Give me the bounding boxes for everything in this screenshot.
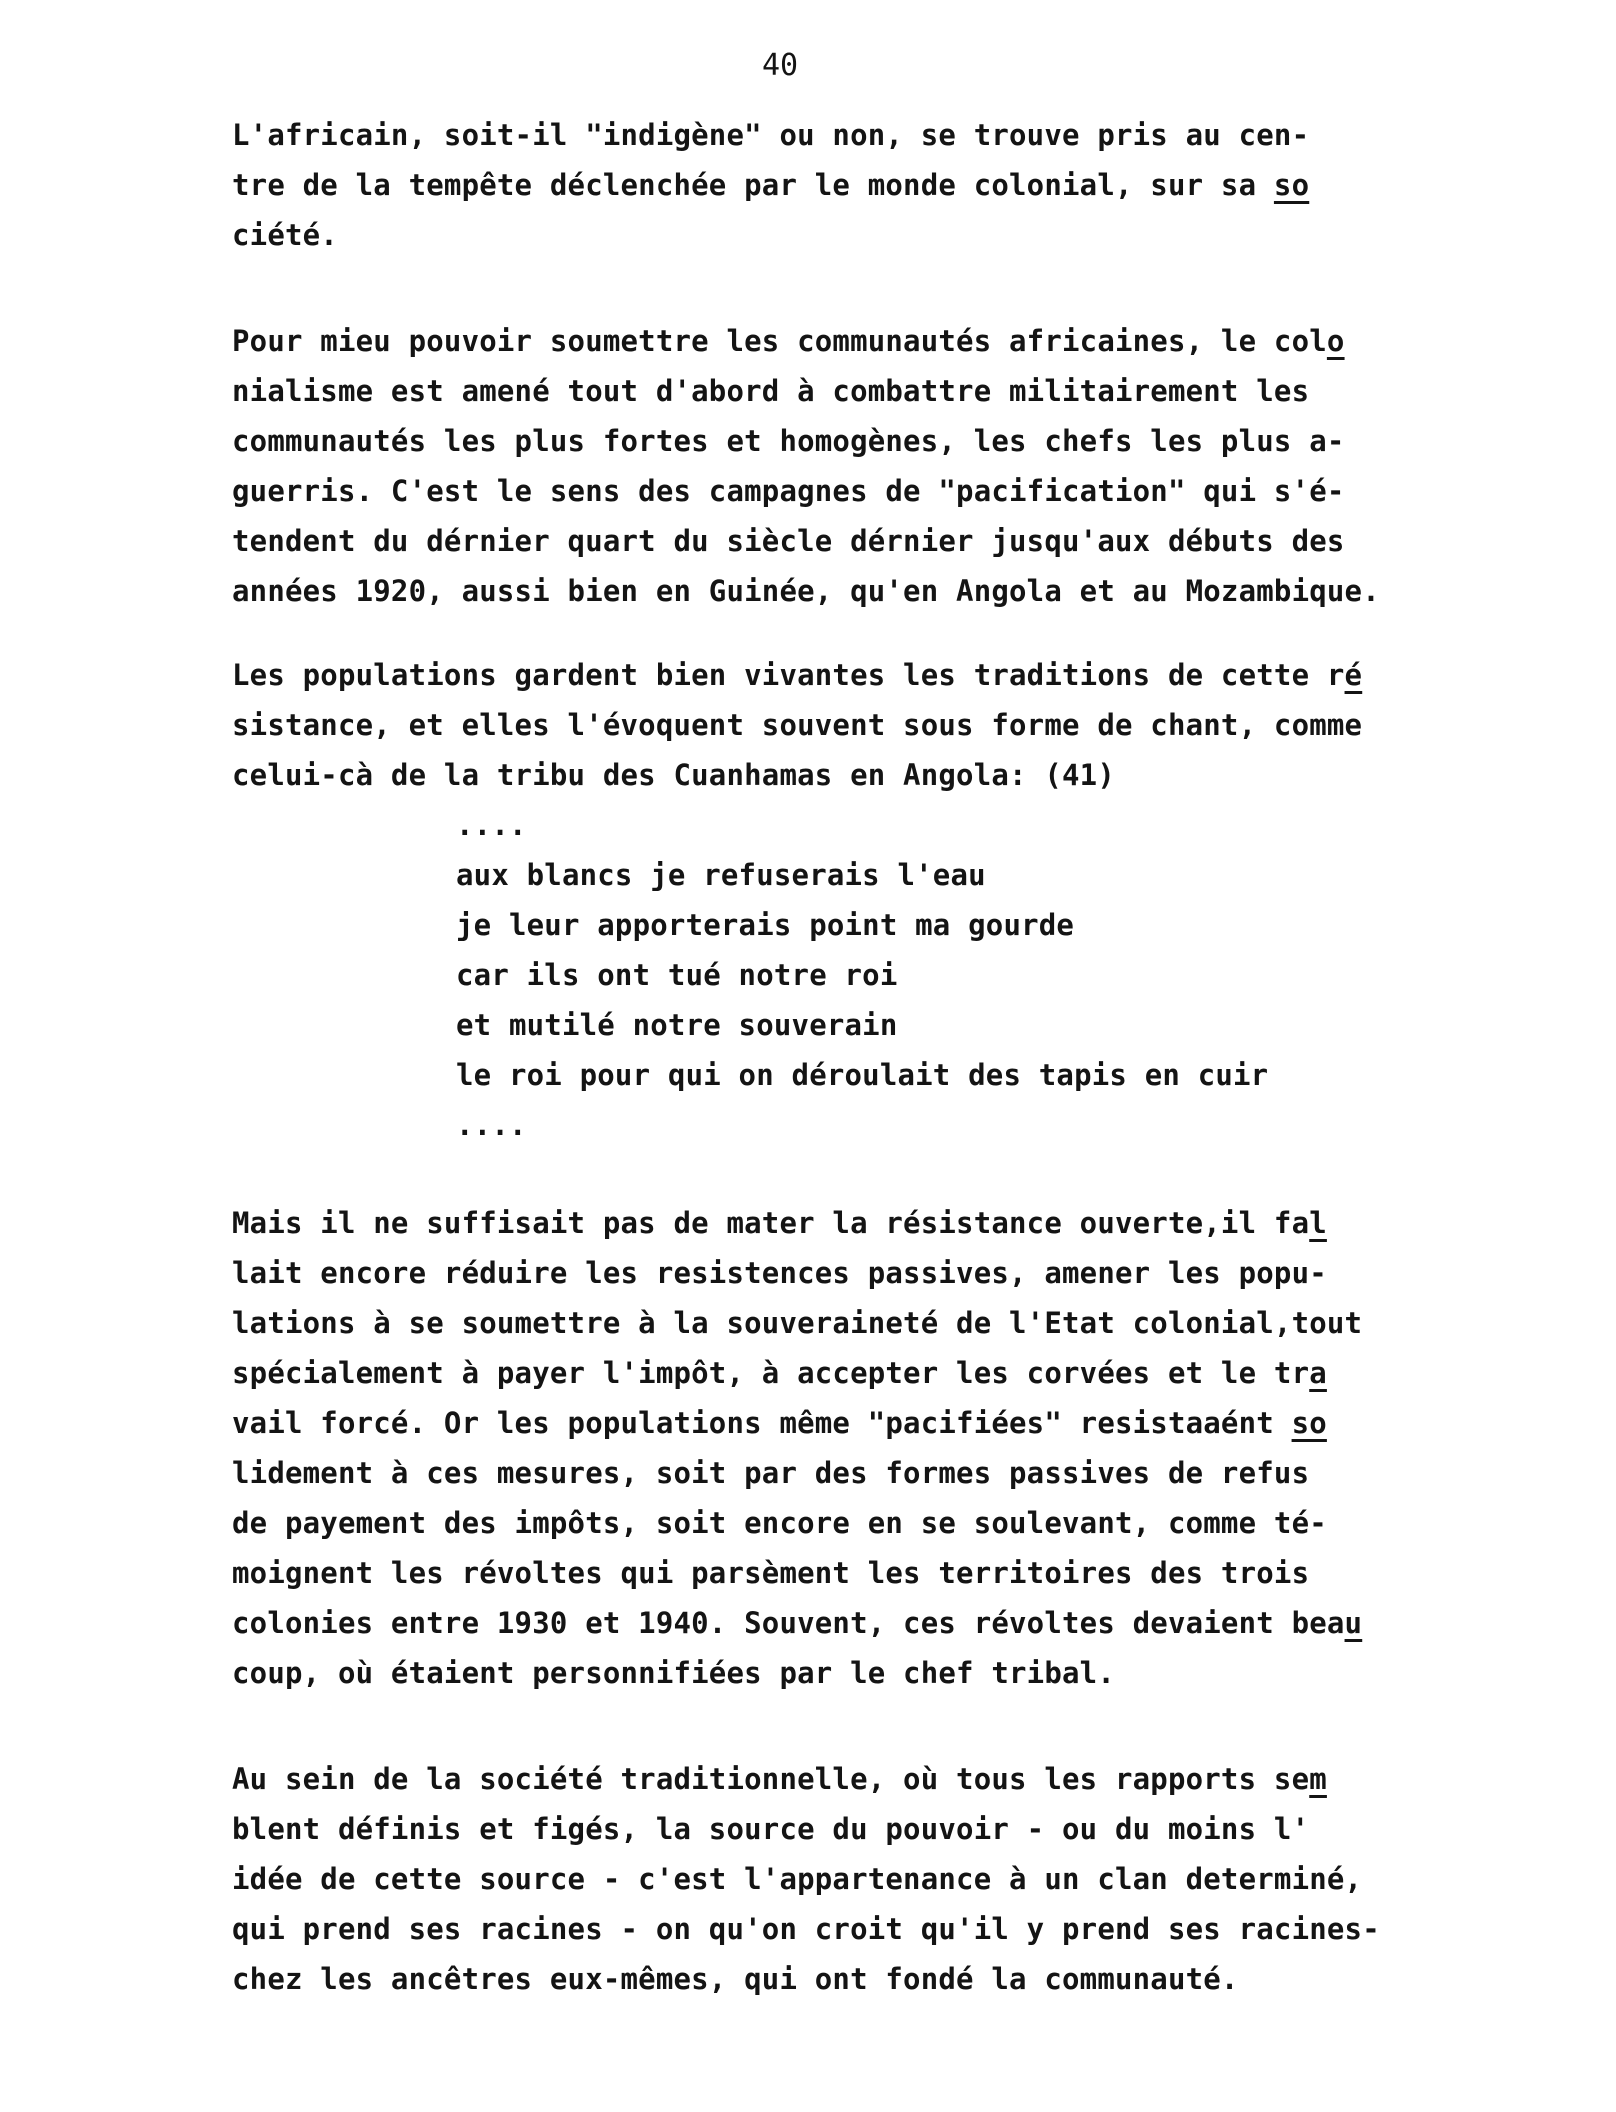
text-line	[232, 1648, 1115, 1698]
line-text: idée de cette source - c'est l'appartenance à un clan determiné,	[232, 1862, 1363, 1896]
verse-line	[456, 1000, 898, 1050]
verse-line	[456, 850, 986, 900]
line-text: celui-cà de la tribu des Cuanhamas en Angola: (41)	[232, 758, 1115, 792]
text-line	[232, 1448, 1309, 1498]
line-text: blent définis et figés, la source du pouvoir - ou du moins l'	[232, 1812, 1310, 1846]
line-text: tre de la tempête déclenchée par le monde colonial, sur sa	[232, 168, 1274, 202]
line-text: lations à se soumettre à la souveraineté de l'Etat colonial,tout	[232, 1306, 1363, 1340]
text-line	[232, 1298, 1362, 1348]
text-line	[232, 566, 1380, 616]
line-text: chez les ancêtres eux-mêmes, qui ont fondé la communauté.	[232, 1962, 1239, 1996]
text-line	[232, 1598, 1362, 1648]
line-text: Les populations gardent bien vivantes les traditions de cette r	[232, 658, 1345, 692]
line-text: colonies entre 1930 et 1940. Souvent, ces révoltes devaient bea	[232, 1606, 1345, 1640]
line-text: et mutilé notre souverain	[456, 1008, 898, 1042]
text-line	[232, 700, 1362, 750]
text-line	[232, 366, 1309, 416]
line-text: lait encore réduire les resistences passives, amener les popu-	[232, 1256, 1327, 1290]
text-line	[232, 1198, 1327, 1248]
line-text: nialisme est amené tout d'abord à combattre militairement les	[232, 374, 1310, 408]
text-line	[232, 1248, 1327, 1298]
text-line	[232, 110, 1309, 160]
underlined-hyphen-fragment: a	[1309, 1356, 1327, 1390]
text-line	[232, 416, 1345, 466]
underlined-hyphen-fragment: o	[1326, 324, 1345, 358]
text-line	[232, 160, 1309, 210]
text-line	[232, 516, 1345, 566]
line-text: spécialement à payer l'impôt, à accepter les corvées et le tr	[232, 1356, 1310, 1390]
line-text: Pour mieu pouvoir soumettre les communautés africaines, le col	[232, 324, 1327, 358]
line-text: je leur apporterais point ma gourde	[456, 908, 1075, 942]
underlined-hyphen-fragment: é	[1344, 658, 1363, 692]
verse-line	[456, 900, 1074, 950]
line-text: car ils ont tué notre roi	[456, 958, 898, 992]
underlined-hyphen-fragment: l	[1309, 1206, 1327, 1240]
line-text: sistance, et elles l'évoquent souvent sous forme de chant, comme	[232, 708, 1363, 742]
line-text: ....	[456, 808, 527, 842]
line-text: coup, où étaient personnifiées par le chef tribal.	[232, 1656, 1115, 1690]
text-line	[232, 650, 1362, 700]
text-line	[232, 1954, 1239, 2004]
line-text: Mais il ne suffisait pas de mater la résistance ouverte,il fa	[232, 1206, 1310, 1240]
line-text: le roi pour qui on déroulait des tapis en cuir	[456, 1058, 1269, 1092]
line-text: tendent du dérnier quart du siècle dérnier jusqu'aux débuts des	[232, 524, 1345, 558]
text-line	[232, 1804, 1309, 1854]
line-text: Au sein de la société traditionnelle, où tous les rapports se	[232, 1762, 1310, 1796]
text-line	[232, 1548, 1309, 1598]
text-line	[232, 750, 1115, 800]
line-text: ....	[456, 1108, 527, 1142]
line-text: de payement des impôts, soit encore en se soulevant, comme té-	[232, 1506, 1327, 1540]
text-line	[232, 1398, 1327, 1448]
text-line	[232, 316, 1345, 366]
line-text: communautés les plus fortes et homogènes, les chefs les plus a-	[232, 424, 1345, 458]
line-text: L'africain, soit-il "indigène" ou non, se trouve pris au cen-	[232, 118, 1310, 152]
line-text: années 1920, aussi bien en Guinée, qu'en Angola et au Mozambique.	[232, 574, 1380, 608]
line-text: aux blancs je refuserais l'eau	[456, 858, 986, 892]
underlined-hyphen-fragment: so	[1273, 168, 1310, 202]
page-number: 40	[761, 48, 799, 83]
line-text: guerris. C'est le sens des campagnes de "pacification" qui s'é-	[232, 474, 1345, 508]
text-line	[232, 466, 1345, 516]
line-text: qui prend ses racines - on qu'on croit qu'il y prend ses racines-	[232, 1912, 1380, 1946]
text-line	[232, 210, 338, 260]
text-line	[232, 1348, 1327, 1398]
verse-line	[456, 800, 527, 850]
verse-line	[456, 1100, 527, 1150]
verse-line	[456, 950, 898, 1000]
text-line	[232, 1498, 1327, 1548]
text-line	[232, 1754, 1327, 1804]
line-text: ciété.	[232, 218, 338, 252]
underlined-hyphen-fragment: m	[1309, 1762, 1327, 1796]
line-text: moignent les révoltes qui parsèment les territoires des trois	[232, 1556, 1310, 1590]
underlined-hyphen-fragment: u	[1344, 1606, 1363, 1640]
underlined-hyphen-fragment: so	[1291, 1406, 1327, 1440]
line-text: vail forcé. Or les populations même "pacifiées" resistaaént	[232, 1406, 1292, 1440]
line-text: lidement à ces mesures, soit par des formes passives de refus	[232, 1456, 1310, 1490]
verse-line	[456, 1050, 1268, 1100]
text-line	[232, 1854, 1362, 1904]
text-line	[232, 1904, 1380, 1954]
